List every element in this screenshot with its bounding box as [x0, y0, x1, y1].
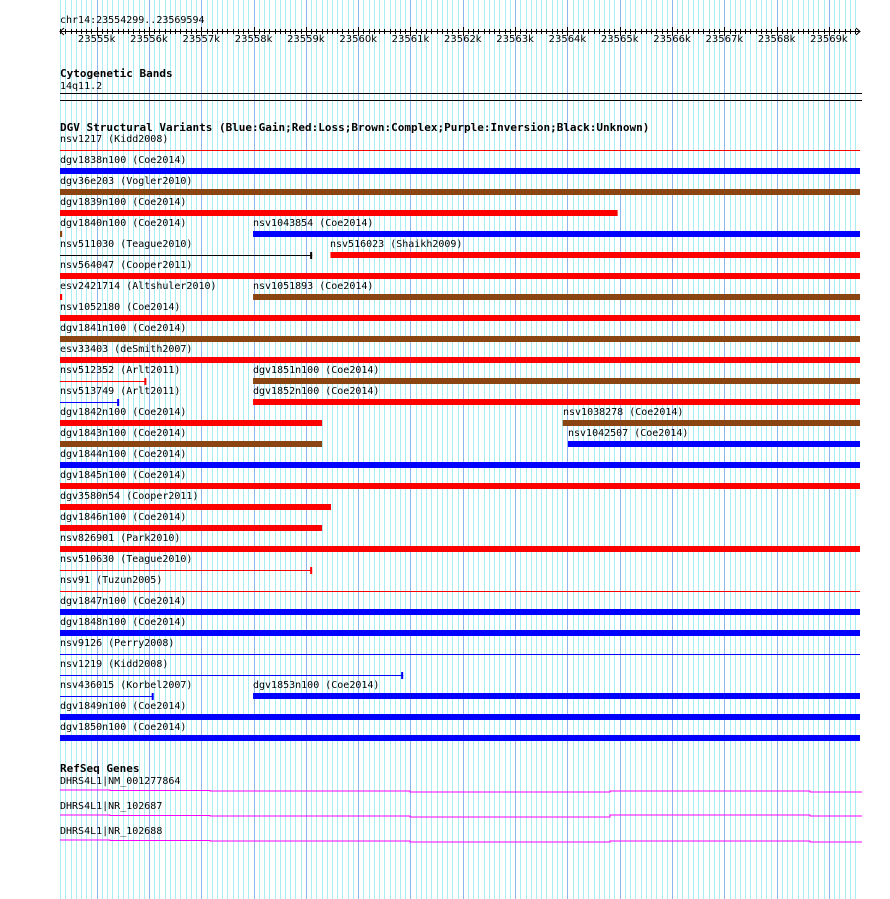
variant-label[interactable]: dgv1846n100 (Coe2014) — [60, 512, 187, 523]
variant-label[interactable]: nsv1219 (Kidd2008) — [60, 659, 169, 670]
variant-label[interactable]: dgv1843n100 (Coe2014) — [60, 428, 187, 439]
variant-label[interactable]: dgv1853n100 (Coe2014) — [253, 680, 380, 691]
ruler-tick-label: 23565k — [600, 34, 639, 45]
ruler-tick-label: 23559k — [287, 34, 325, 45]
ruler-tick-label: 23564k — [548, 34, 587, 45]
variant-label[interactable]: dgv1845n100 (Coe2014) — [60, 470, 187, 481]
region-label: chr14:23554299..23569594 — [60, 15, 205, 26]
variant-label[interactable]: nsv512352 (Arlt2011) — [60, 365, 181, 376]
gene-label[interactable]: DHRS4L1|NR_102688 — [60, 826, 163, 837]
variant-label[interactable]: dgv1849n100 (Coe2014) — [60, 701, 187, 712]
variant-label[interactable]: dgv1841n100 (Coe2014) — [60, 323, 187, 334]
cytoband-label: 14q11.2 — [60, 81, 103, 92]
ruler-tick-label: 23566k — [653, 34, 691, 45]
dgv-track-title[interactable]: DGV Structural Variants (Blue:Gain;Red:Loss;Brown:Complex;Purple:Inversion;Black:Unknown) — [60, 121, 650, 134]
variant-label[interactable]: dgv1838n100 (Coe2014) — [60, 155, 187, 166]
variant-label[interactable]: nsv826901 (Park2010) — [60, 533, 181, 544]
variant-label[interactable]: dgv1850n100 (Coe2014) — [60, 722, 187, 733]
ruler-tick-label: 23555k — [77, 34, 116, 45]
ruler-tick-label: 23560k — [339, 34, 377, 45]
variant-label[interactable]: dgv3580n54 (Cooper2011) — [60, 491, 199, 502]
variant-label[interactable]: nsv564047 (Cooper2011) — [60, 260, 193, 271]
gene-label[interactable]: DHRS4L1|NR_102687 — [60, 801, 163, 812]
variant-label[interactable]: nsv9126 (Perry2008) — [60, 638, 175, 649]
variant-label[interactable]: dgv1842n100 (Coe2014) — [60, 407, 187, 418]
variant-label[interactable]: nsv1052180 (Coe2014) — [60, 302, 181, 313]
variant-label[interactable]: esv2421714 (Altshuler2010) — [60, 281, 217, 292]
gene-label[interactable]: DHRS4L1|NM_001277864 — [60, 776, 181, 787]
ruler-tick-label: 23569k — [810, 34, 848, 45]
cytoband-divider — [60, 100, 862, 101]
ruler-tick-label: 23562k — [443, 34, 482, 45]
variant-label[interactable]: nsv436015 (Korbel2007) — [60, 680, 193, 691]
cytoband-divider — [60, 93, 862, 94]
ruler-tick-label: 23567k — [705, 34, 744, 45]
variant-label[interactable]: dgv1848n100 (Coe2014) — [60, 617, 187, 628]
variant-label[interactable]: nsv1038278 (Coe2014) — [563, 407, 684, 418]
variant-label[interactable]: nsv1217 (Kidd2008) — [60, 134, 169, 145]
variant-label[interactable]: nsv91 (Tuzun2005) — [60, 575, 163, 586]
variant-label[interactable]: esv33403 (deSmith2007) — [60, 344, 193, 355]
cytoband-track-title[interactable]: Cytogenetic Bands — [60, 67, 173, 80]
variant-label[interactable]: nsv511030 (Teague2010) — [60, 239, 193, 250]
ruler-tick-label: 23558k — [234, 34, 273, 45]
variant-label[interactable]: dgv1852n100 (Coe2014) — [253, 386, 380, 397]
variant-label[interactable]: nsv1043854 (Coe2014) — [253, 218, 374, 229]
variant-label[interactable]: dgv1840n100 (Coe2014) — [60, 218, 187, 229]
variant-label[interactable]: dgv1844n100 (Coe2014) — [60, 449, 187, 460]
variant-label[interactable]: dgv1851n100 (Coe2014) — [253, 365, 380, 376]
variant-label[interactable]: nsv1042507 (Coe2014) — [568, 428, 689, 439]
variant-label[interactable]: nsv516023 (Shaikh2009) — [330, 239, 463, 250]
variant-label[interactable]: nsv1051893 (Coe2014) — [253, 281, 374, 292]
ruler-tick-label: 23556k — [130, 34, 168, 45]
ruler-tick-label: 23568k — [757, 34, 796, 45]
variant-label[interactable]: nsv510630 (Teague2010) — [60, 554, 193, 565]
ruler-tick-label: 23557k — [182, 34, 221, 45]
variant-label[interactable]: dgv1847n100 (Coe2014) — [60, 596, 187, 607]
variant-label[interactable]: dgv36e203 (Vogler2010) — [60, 176, 193, 187]
ruler-tick-label: 23563k — [496, 34, 534, 45]
ruler-tick-label: 23561k — [391, 34, 430, 45]
variant-label[interactable]: dgv1839n100 (Coe2014) — [60, 197, 187, 208]
refseq-track-title[interactable]: RefSeq Genes — [60, 762, 140, 775]
variant-label[interactable]: nsv513749 (Arlt2011) — [60, 386, 181, 397]
